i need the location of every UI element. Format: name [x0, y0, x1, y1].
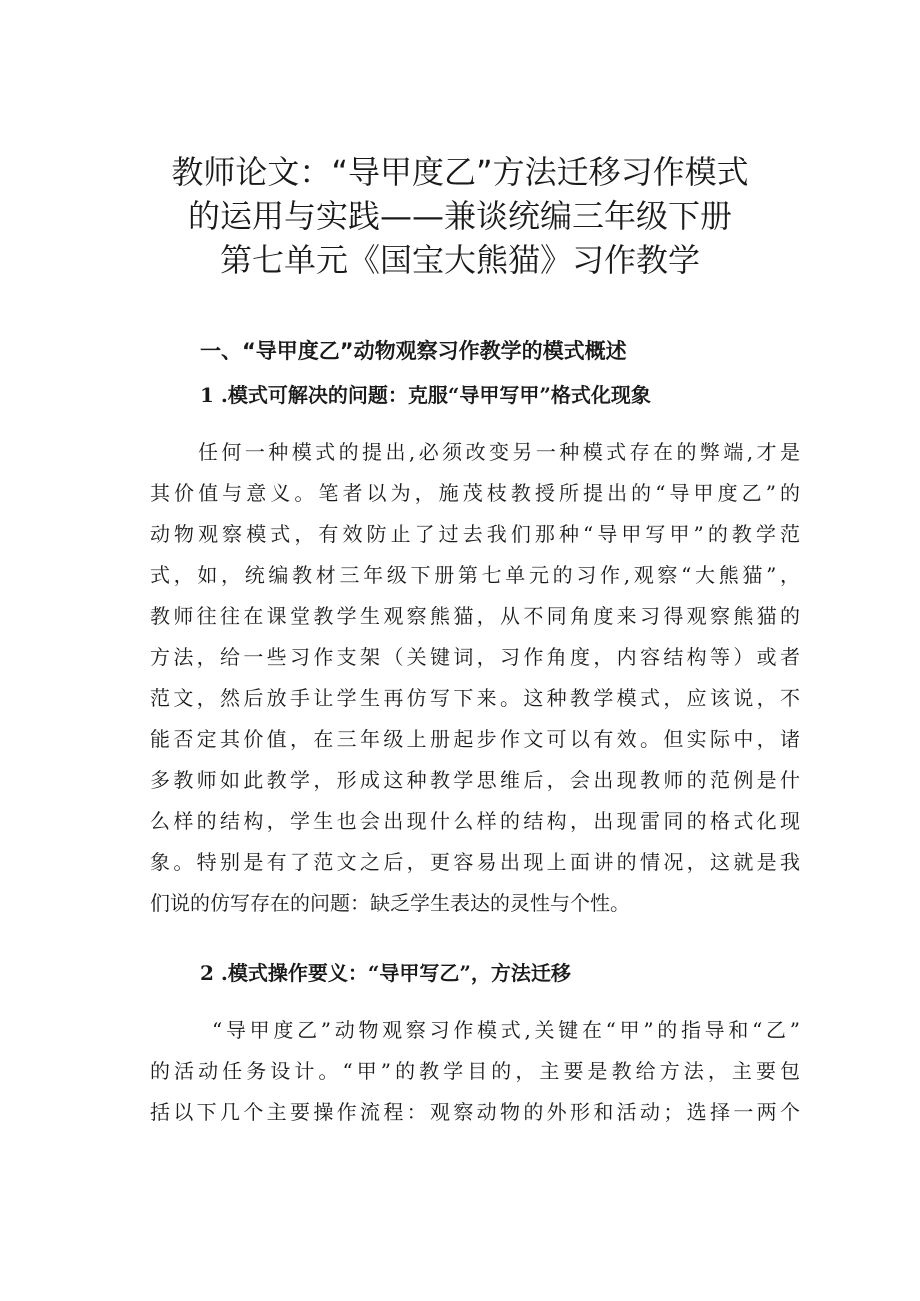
paragraph-line: “导甲度乙”动物观察习作模式,关键在“甲”的指导和“乙” [212, 1018, 800, 1042]
subsection-2-heading: 2 .模式操作要义：“导甲写乙”，方法迁移 [200, 961, 571, 985]
subsection-1-paragraph [150, 432, 800, 924]
paragraph-line: 能否定其价值，在三年级上册起步作文可以有效。但实际中，诸 [150, 727, 800, 751]
title-line-3: 第七单元《国宝大熊猫》习作教学 [219, 241, 700, 279]
title-line-1: 教师论文：“导甲度乙”方法迁移习作模式 [171, 153, 749, 191]
paragraph-line: 教师往往在课堂教学生观察熊猫，从不同角度来习得观察熊猫的 [150, 604, 800, 628]
title-line-2: 的运用与实践——兼谈统编三年级下册 [187, 197, 732, 235]
paragraph-line: 式，如，统编教材三年级下册第七单元的习作,观察“大熊猫”， [150, 563, 800, 587]
paragraph-line: 象。特别是有了范文之后，更容易出现上面讲的情况，这就是我 [150, 850, 800, 874]
subsection-2-paragraph [150, 1010, 800, 1133]
paragraph-line: 括以下几个主要操作流程：观察动物的外形和活动；选择一两个 [150, 1100, 800, 1124]
paragraph-line: 范文，然后放手让学生再仿写下来。这种教学模式，应该说，不 [150, 686, 800, 710]
paragraph-line: 们说的仿写存在的问题：缺乏学生表达的灵性与个性。 [150, 891, 630, 915]
paragraph-line: 其价值与意义。笔者以为，施茂枝教授所提出的“导甲度乙”的 [150, 481, 800, 505]
subsection-1-heading: 1 .模式可解决的问题：克服“导甲写甲”格式化现象 [200, 383, 651, 407]
section-1-heading: 一、“导甲度乙”动物观察习作教学的模式概述 [200, 339, 627, 363]
paragraph-line: 动物观察模式，有效防止了过去我们那种“导甲写甲”的教学范 [150, 522, 800, 546]
paragraph-line: 多教师如此教学，形成这种教学思维后，会出现教师的范例是什 [150, 768, 800, 792]
paragraph-line: 么样的结构，学生也会出现什么样的结构，出现雷同的格式化现 [150, 809, 800, 833]
paragraph-line: 任何一种模式的提出,必须改变另一种模式存在的弊端,才是 [198, 440, 800, 464]
paragraph-line: 方法，给一些习作支架（关键词，习作角度，内容结构等）或者 [150, 645, 800, 669]
paragraph-line: 的活动任务设计。“甲”的教学目的，主要是教给方法，主要包 [150, 1059, 800, 1083]
document-title [100, 150, 820, 282]
